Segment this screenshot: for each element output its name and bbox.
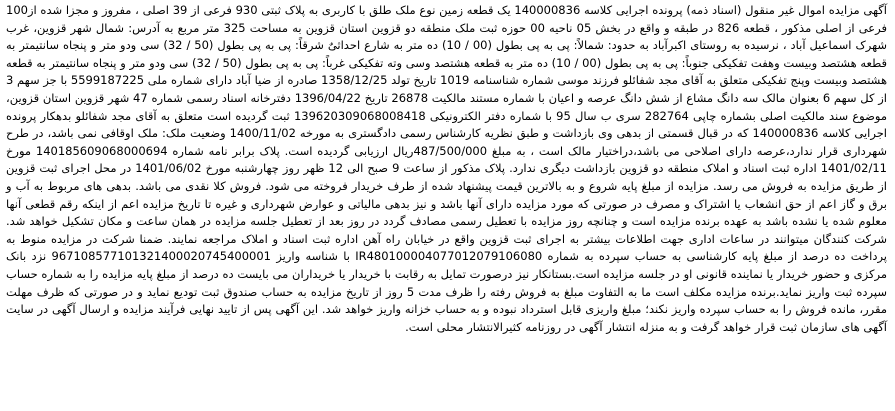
notice-body: آگهی مزایده اموال غیر منقول (اسناد ذمه) پرونده اجرایی کلاسه 140000836 یک قطعه زمین نوع ملک طلق با کاربری به پلاک ثبتی 930 فرعی از 39 اصلی ، مفروز و مجزا شده از100 فرعی از اصلی مذکور ، قطعه 826 در طبقه و واقع در بخش 05 ناحیه 00 حوزه ثبت ملک منطقه دو قزوین استان قزوین به مساحت 325 متر مربع به آدرس: شمال شهر قزوین، غرب شهرک اسماعیل آباد ، نرسیده به روستای اکبرآباد به حدود: شمالاً: پی به پی بطول (00 / 10) ده متر به شارع احداثیٌ شرقاً: پی به پی بطول (50 / 32) سی ودو متر و پنجاه سانتیمتر به قطعه هشتصد وبیست وهفت تفکیکی جنوباً: پی به پی بطول (00 / 10) ده متر به قطعه هشتصد وسی وته تفکیکی غرباً: پی به پی بطول (50 / 32) سی ودو متر و پنجاه سانتیمتر به قطعه هشتصد وبیست وپنج تفکیکی متعلق به آقای مجد شفائلو فرزند موسی شماره شناسنامه 1019 تاریخ تولد 1358/12/25 صادره از ضیا آباد دارای شماره ملی 5599187225 با جز سهم 3 از کل سهم 6 بعنوان مالک سه دانگ مشاع از شش دانگ عرصه و اعیان با شماره مستند مالکیت 26878 تاریخ 1396/04/22 دفترخانه اسناد رسمی شماره 47 شهر قزوین استان قزوین، موضوع سند مالکیت اصلی بشماره چاپی 282764 سری ب سال 95 با شماره دفتر الکترونیکی 139620309068008418 ثبت گردیده است متعلق به آقای مجد شفائلو بدهکار پرونده اجرایی کلاسه 140000836 که در قبال قسمتی از بدهی وی بازداشت و طبق نظریه کارشناس رسمی دادگستری به مورخه 1400/11/02 وضعیت ملک: ملک اوقافی نمی باشد، در طرح شهرداری قرار ندارد،عرصه دارای اصلاحی می باشد،دراختیار مالک است ، به مبلغ 487/500/000ریال ارزیابی گردیده است. پلاک برابر نامه شماره 140185609068000694 مورخ 1401/02/11 اداره ثبت اسناد و املاک منطقه دو قزوین بازداشت دیگری ندارد. پلاک مذکور از ساعت 9 صبح الی 12 ظهر روز چهارشنبه مورخ 1401/06/02 در محل اجرای ثبت قزوین از طریق مزایده به فروش می رسد. مزایده از مبلغ پایه شروع و به بالاترین قیمت پیشنهاد شده از طرف خریدار فروخته می شود. فروش کلا نقدی می باشد. بدهی های مربوط به آب و برق و گاز اعم از حق انشعاب یا اشتراک و مصرف در صورتی که مورد مزایده دارای آنها باشد و نیز بدهی مالیاتی و عوارض شهرداری و غیره تا تاریخ مزایده اعم از اینکه رقم قطعی آنها معلوم شده یا نشده باشد به عهده برنده مزایده است و چنانچه روز مزایده با تعطیل رسمی مصادف گردد در روز بعد از تعطیل جلسه مزایده در همان ساعت و مکان تشکیل خواهد شد. شرکت کنندگان میتوانند در ساعات اداری جهت اطلاعات بیشتر به اجرای ثبت قزوین واقع در خیابان راه آهن اداره ثبت اسناد و املاک مراجعه نمایند. ضمنا شرکت در مزایده منوط به پرداخت ده درصد از مبلغ پایه کارشناسی به حساب سپرده به شماره IR480100004077012079106080 با شناسه واریز 967108577101321400020745400001 نزد بانک مرکزی و حضور خریدار یا نماینده قانونی او در جلسه مزایده است.بستانکار نیز درصورت تمایل به رقابت با خریدار یا خریداران می بایست ده درصد از مبلغ پایه مزایده را به شماره حساب سپرده ثبت واریز نماید.برنده مزایده مکلف است ما به التفاوت مبلغ به فروش رفته را ظرف مدت 5 روز از تاریخ مزایده به حساب صندوق ثبت تودیع نماید و در صورتی که ظرف مهلت مقرر، مانده فروش را به حساب سپرده واریز نکند؛ مبلغ واریزی قابل استرداد نبوده و به حساب خزانه واریز خواهد شد. این آگهی پس از تایید نهایی فرآیند مزایده و ارسال آگهی در سایت آگهی های سازمان ثبت قرار خواهد گرفت و به منزله انتشار آگهی در روزنامه کثیرالانتشار محلی است.: [6, 3, 888, 334]
auction-notice-text: [4, 2, 889, 408]
